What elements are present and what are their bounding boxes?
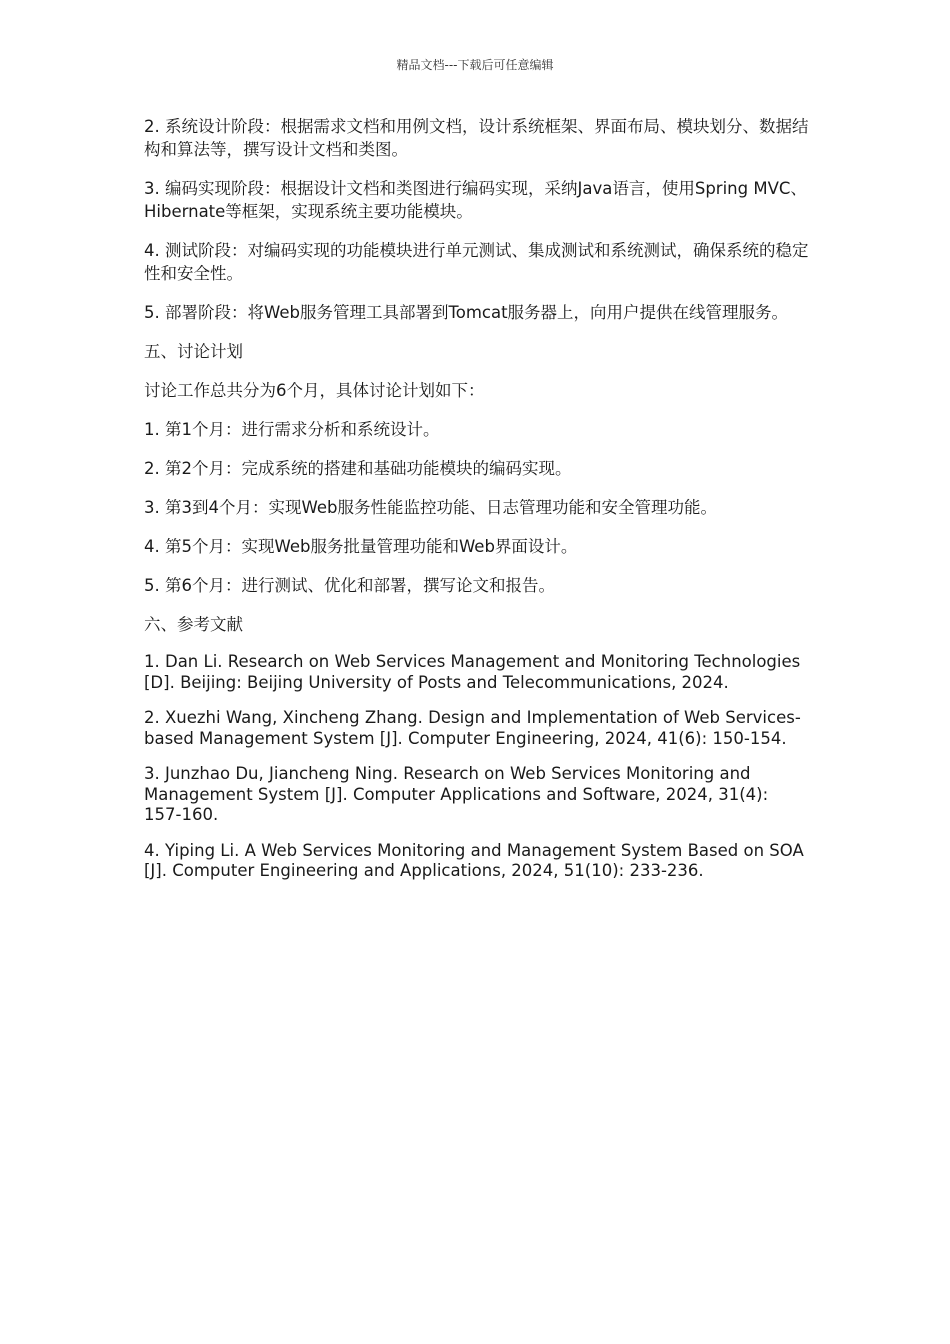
plan-item: 5. 第6个月：进行测试、优化和部署，撰写论文和报告。	[144, 576, 555, 595]
reference-item: 2. Xuezhi Wang, Xincheng Zhang. Design and Implementation of Web Services-based Management System [J]. Computer Engineering, 2024, 41(6): 150-154.	[144, 708, 801, 748]
section-heading-plan: 五、讨论计划	[144, 342, 243, 361]
plan-item: 1. 第1个月：进行需求分析和系统设计。	[144, 420, 440, 439]
paragraph-design-phase: 2. 系统设计阶段：根据需求文档和用例文档，设计系统框架、界面布局、模块划分、数据结构和算法等，撰写设计文档和类图。	[144, 117, 809, 159]
document-body	[144, 115, 809, 897]
paragraph-testing-phase: 4. 测试阶段：对编码实现的功能模块进行单元测试、集成测试和系统测试，确保系统的稳定性和安全性。	[144, 241, 809, 283]
plan-intro: 讨论工作总共分为6个月，具体讨论计划如下：	[144, 381, 485, 400]
reference-item: 4. Yiping Li. A Web Services Monitoring and Management System Based on SOA [J]. Computer Engineering and Applications, 2024, 51(10): 233-236.	[144, 840, 804, 880]
plan-item: 2. 第2个月：完成系统的搭建和基础功能模块的编码实现。	[144, 459, 572, 478]
reference-item: 3. Junzhao Du, Jiancheng Ning. Research on Web Services Monitoring and Management System [J]. Computer Applications and Software, 2024, 31(4): 157-160.	[144, 764, 769, 824]
paragraph-deploy-phase: 5. 部署阶段：将Web服务管理工具部署到Tomcat服务器上，向用户提供在线管理服务。	[144, 303, 789, 322]
plan-item: 3. 第3到4个月：实现Web服务性能监控功能、日志管理功能和安全管理功能。	[144, 498, 717, 517]
section-heading-references: 六、参考文献	[144, 615, 243, 634]
plan-item: 4. 第5个月：实现Web服务批量管理功能和Web界面设计。	[144, 537, 578, 556]
paragraph-coding-phase: 3. 编码实现阶段：根据设计文档和类图进行编码实现，采纳Java语言，使用Spring MVC、Hibernate等框架，实现系统主要功能模块。	[144, 179, 807, 221]
page-header: 精品文档---下载后可任意编辑	[396, 58, 554, 72]
reference-item: 1. Dan Li. Research on Web Services Management and Monitoring Technologies [D]. Beijing: Beijing University of Posts and Telecommunications, 2024.	[144, 652, 801, 692]
